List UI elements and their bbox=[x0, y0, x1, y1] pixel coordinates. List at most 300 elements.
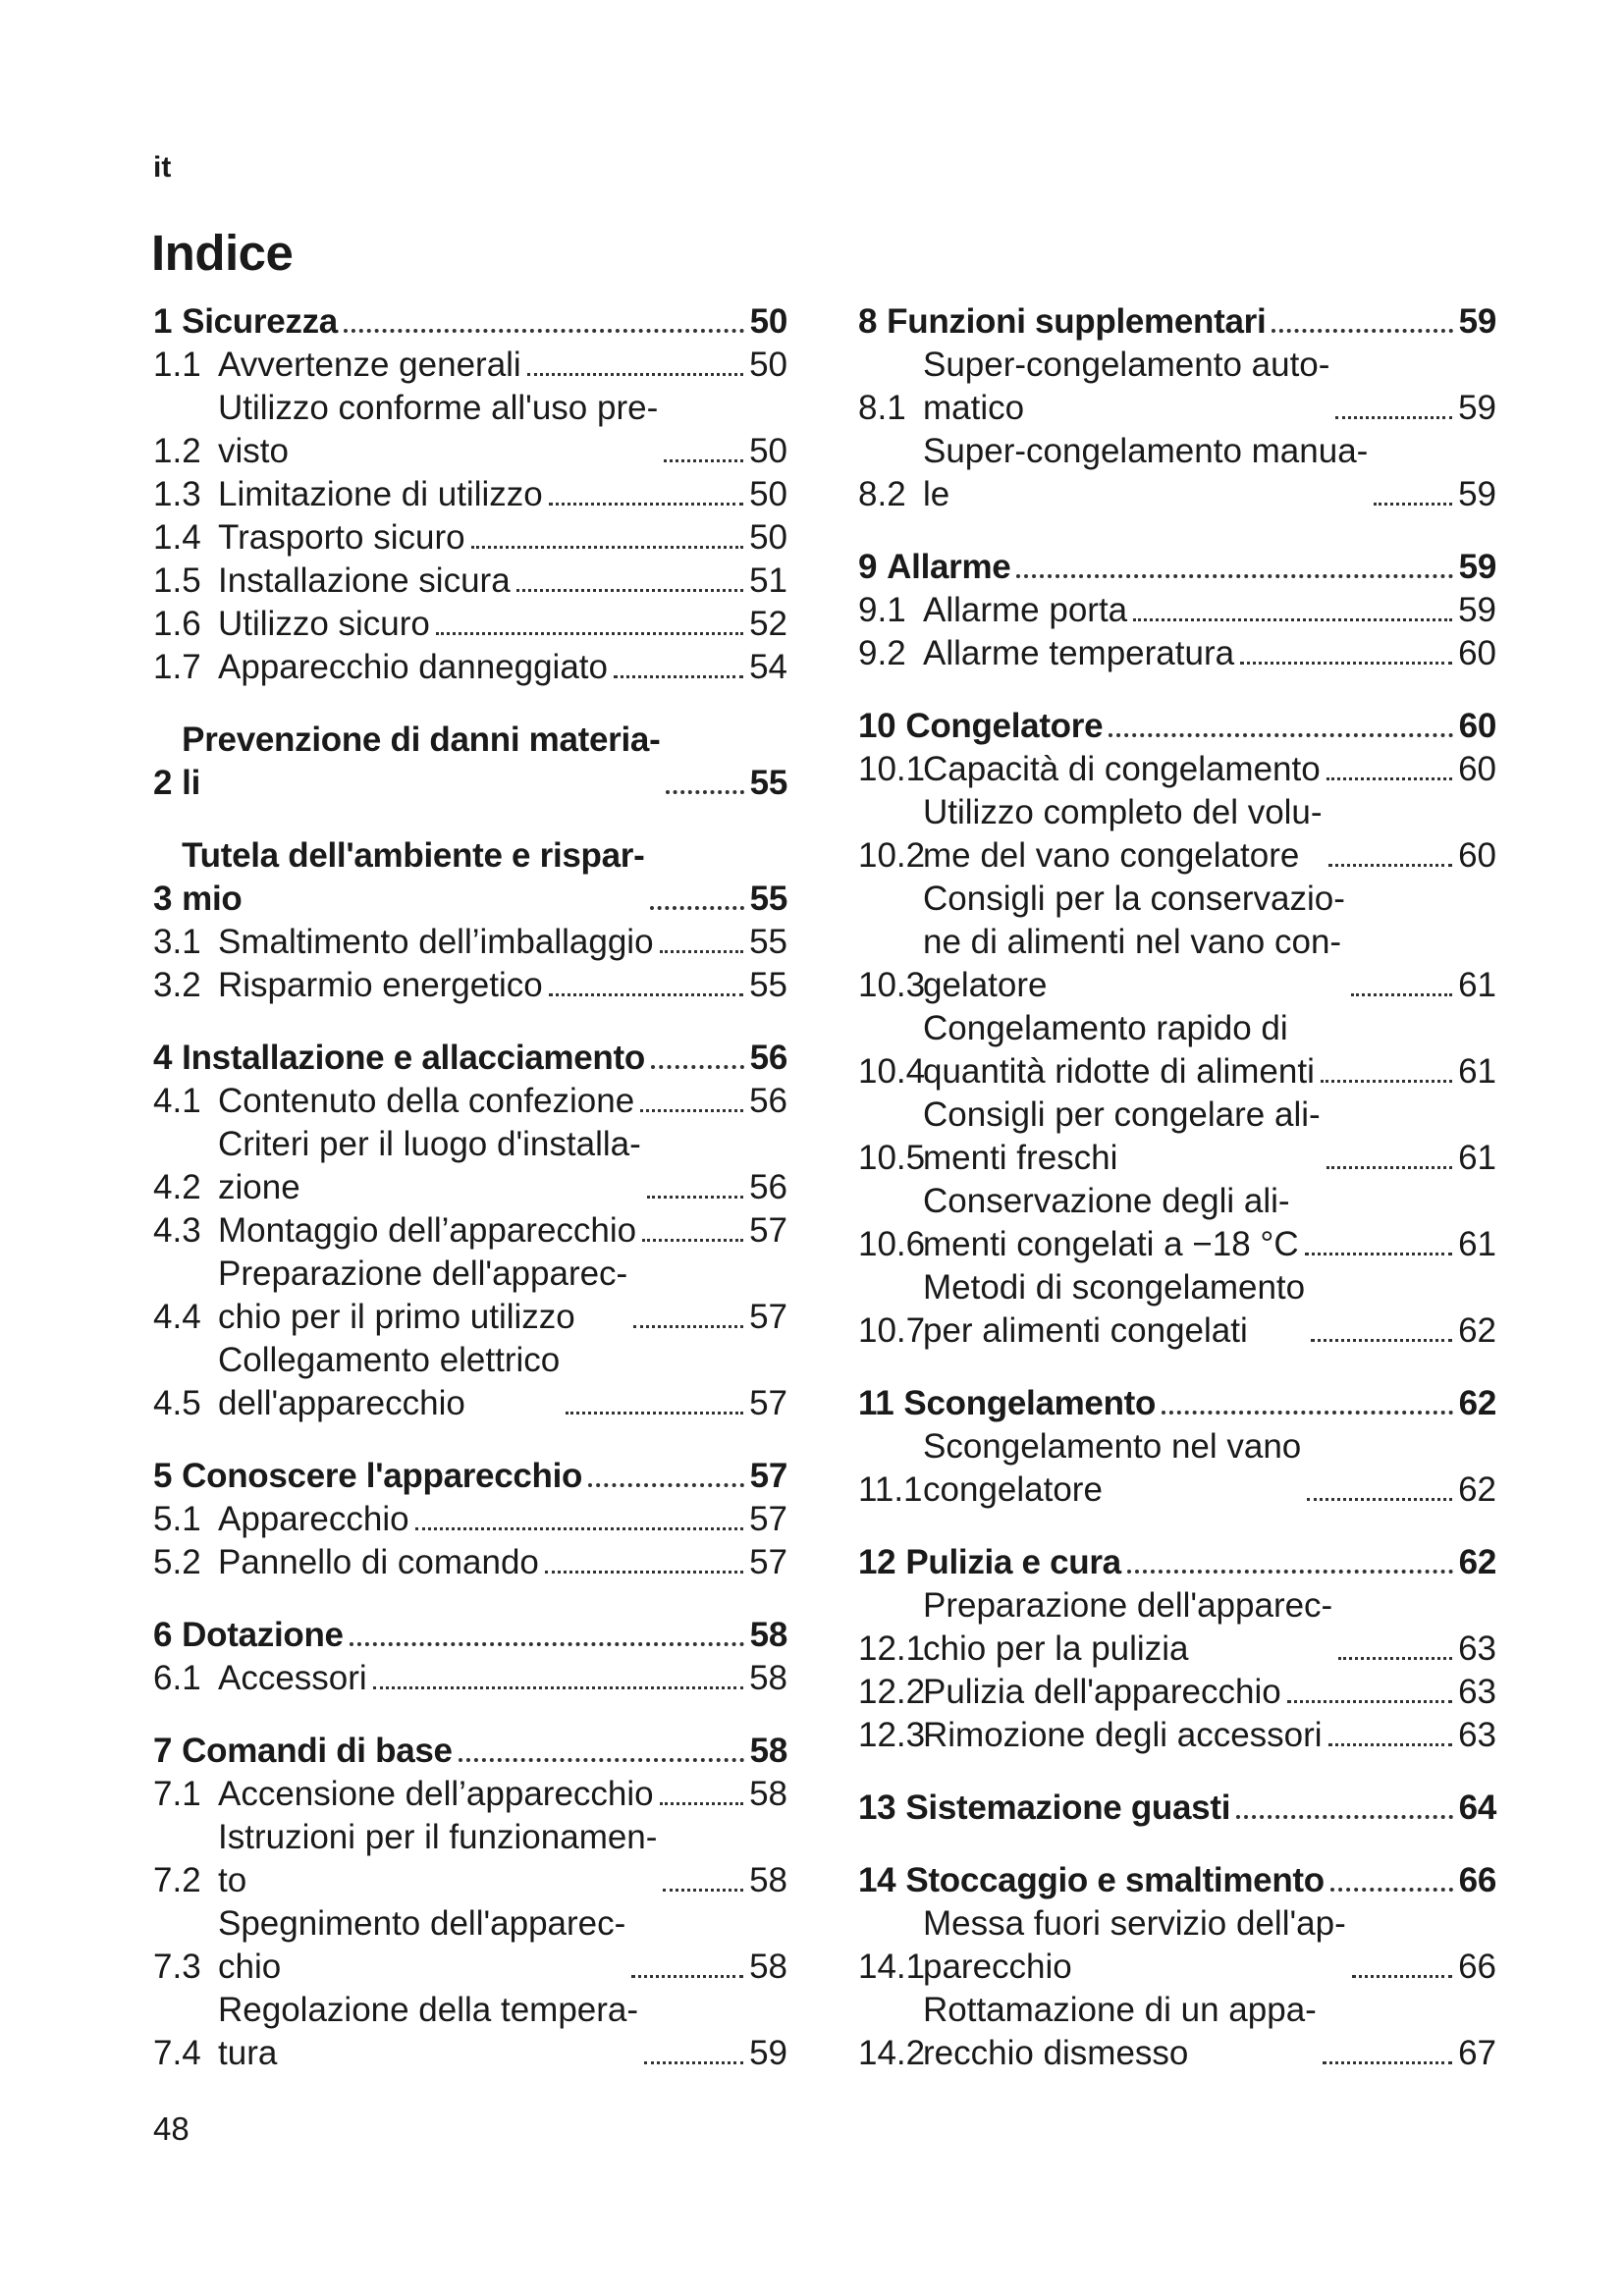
toc-subsection[interactable] bbox=[153, 1989, 787, 2075]
toc-subsection[interactable] bbox=[153, 1902, 787, 1989]
toc-entry-body bbox=[182, 719, 787, 805]
toc-page-number: 58 bbox=[749, 1616, 787, 1654]
toc-entry-body bbox=[923, 1902, 1496, 1989]
toc-section bbox=[858, 1382, 1496, 1512]
toc-entry-body bbox=[923, 878, 1496, 1007]
dot-leader bbox=[1338, 1657, 1452, 1660]
toc-title bbox=[923, 1584, 1332, 1671]
toc-number: 7.2 bbox=[153, 1861, 201, 1899]
toc-entry-body bbox=[923, 1425, 1496, 1512]
toc-subsection[interactable] bbox=[153, 1541, 787, 1584]
toc-title bbox=[903, 1382, 1156, 1425]
toc-number: 14.1 bbox=[858, 1948, 926, 1986]
toc-title bbox=[923, 1671, 1281, 1714]
toc-page-number: 63 bbox=[1458, 1629, 1496, 1668]
toc-number: 4.3 bbox=[153, 1211, 201, 1250]
toc-section bbox=[153, 834, 787, 1007]
toc-title-line: Regolazione della tempera- bbox=[218, 1991, 639, 2029]
toc-entry-body bbox=[218, 1209, 787, 1253]
toc-subsection[interactable] bbox=[858, 632, 1496, 675]
toc-subsection[interactable] bbox=[858, 344, 1496, 430]
toc-number: 10.3 bbox=[858, 966, 926, 1004]
dot-leader bbox=[647, 1196, 743, 1199]
toc-title-line: gelatore bbox=[923, 966, 1048, 1004]
toc-subsection[interactable] bbox=[153, 1339, 787, 1425]
toc-subsection[interactable] bbox=[153, 1253, 787, 1339]
toc-title-line: Conservazione degli ali- bbox=[923, 1182, 1290, 1220]
toc-number: 1.3 bbox=[153, 475, 201, 513]
toc-number: 7.4 bbox=[153, 2034, 201, 2072]
toc-subsection[interactable] bbox=[858, 1902, 1496, 1989]
toc-entry-body bbox=[218, 1816, 787, 1902]
toc-title-line: dell'apparecchio bbox=[218, 1384, 465, 1422]
toc-title bbox=[182, 300, 338, 344]
toc-page-number: 57 bbox=[749, 1211, 787, 1250]
toc-subsection[interactable] bbox=[153, 344, 787, 387]
toc-section bbox=[153, 1037, 787, 1425]
toc-section bbox=[153, 1614, 787, 1700]
toc-title-line: menti freschi bbox=[923, 1139, 1118, 1177]
toc-title-line: Installazione e allacciamento bbox=[182, 1039, 645, 1077]
toc-title bbox=[218, 344, 521, 387]
toc-title-line: quantità ridotte di alimenti bbox=[923, 1052, 1315, 1091]
dot-leader bbox=[545, 1571, 743, 1574]
toc-chapter[interactable] bbox=[153, 1455, 787, 1498]
toc-title-line: Utilizzo conforme all'uso pre- bbox=[218, 389, 659, 427]
toc-chapter[interactable] bbox=[153, 1614, 787, 1657]
toc-page-number: 63 bbox=[1458, 1673, 1496, 1711]
toc-title-line: Dotazione bbox=[182, 1616, 344, 1654]
toc-page-number: 60 bbox=[1458, 634, 1496, 672]
toc-subsection[interactable] bbox=[858, 1094, 1496, 1180]
dot-leader bbox=[1326, 777, 1452, 780]
toc-entry-body bbox=[218, 964, 787, 1007]
toc-chapter[interactable] bbox=[153, 719, 787, 805]
toc-number: 4.1 bbox=[153, 1082, 201, 1120]
toc-title-line: Super-congelamento auto- bbox=[923, 346, 1330, 384]
toc-chapter[interactable] bbox=[858, 1859, 1496, 1902]
toc-entry-body bbox=[923, 1007, 1496, 1094]
dot-leader bbox=[1326, 1166, 1452, 1169]
toc-entry-body bbox=[218, 1902, 787, 1989]
page-title: Indice bbox=[151, 225, 294, 281]
toc-title bbox=[923, 632, 1234, 675]
toc-title bbox=[182, 1614, 344, 1657]
dot-leader bbox=[1016, 574, 1452, 578]
toc-entry-body bbox=[905, 705, 1496, 748]
toc-page-number: 59 bbox=[1458, 475, 1496, 513]
toc-number: 4.4 bbox=[153, 1298, 201, 1336]
toc-title-line: Super-congelamento manua- bbox=[923, 432, 1369, 470]
toc-number: 10.5 bbox=[858, 1139, 926, 1177]
toc-number: 5.2 bbox=[153, 1543, 201, 1581]
toc-title-line: Allarme porta bbox=[923, 591, 1128, 629]
toc-subsection[interactable] bbox=[858, 1180, 1496, 1266]
toc-title bbox=[923, 878, 1345, 1007]
toc-entry-body bbox=[923, 344, 1496, 430]
toc-subsection[interactable] bbox=[153, 473, 787, 516]
toc-subsection[interactable] bbox=[153, 516, 787, 560]
toc-entry-body bbox=[923, 1989, 1496, 2075]
toc-entry-body bbox=[923, 632, 1496, 675]
toc-section bbox=[858, 1541, 1496, 1757]
toc-page-number: 57 bbox=[749, 1500, 787, 1538]
toc-page-number: 66 bbox=[1458, 1948, 1496, 1986]
dot-leader bbox=[1109, 733, 1452, 737]
toc-title bbox=[218, 1339, 560, 1425]
dot-leader bbox=[436, 632, 743, 635]
toc-title-line: Avvertenze generali bbox=[218, 346, 521, 384]
toc-title bbox=[218, 1209, 636, 1253]
toc-page-number: 58 bbox=[749, 1861, 787, 1899]
toc-page-number: 55 bbox=[749, 764, 787, 802]
toc-chapter[interactable] bbox=[858, 1541, 1496, 1584]
toc-page-number: 61 bbox=[1458, 1139, 1496, 1177]
toc-page-number: 57 bbox=[749, 1543, 787, 1581]
toc-page-number: 50 bbox=[749, 518, 787, 557]
toc-number: 1.1 bbox=[153, 346, 201, 384]
toc-title bbox=[923, 791, 1323, 878]
dot-leader bbox=[516, 589, 743, 592]
toc-number: 4 bbox=[153, 1039, 173, 1077]
toc-subsection[interactable] bbox=[858, 878, 1496, 1007]
toc-title bbox=[887, 546, 1010, 589]
toc-subsection[interactable] bbox=[153, 1816, 787, 1902]
toc-number: 9 bbox=[858, 548, 878, 586]
toc-number: 14.2 bbox=[858, 2034, 926, 2072]
dot-leader bbox=[614, 675, 743, 678]
toc-title bbox=[218, 560, 511, 603]
toc-title bbox=[923, 589, 1127, 632]
dot-leader bbox=[415, 1527, 743, 1530]
toc-entry-body bbox=[218, 1541, 787, 1584]
toc-title-line: Contenuto della confezione bbox=[218, 1082, 635, 1120]
toc-entry-body bbox=[218, 516, 787, 560]
toc-entry-body bbox=[182, 1455, 787, 1498]
toc-chapter[interactable] bbox=[153, 834, 787, 921]
toc-column-left bbox=[153, 300, 787, 2105]
toc-subsection[interactable] bbox=[153, 1209, 787, 1253]
toc-number: 1.4 bbox=[153, 518, 201, 557]
toc-title-line: Trasporto sicuro bbox=[218, 518, 465, 557]
toc-entry-body bbox=[182, 834, 787, 921]
toc-section bbox=[153, 1455, 787, 1584]
toc-subsection[interactable] bbox=[153, 964, 787, 1007]
toc-title-line: Scongelamento bbox=[903, 1384, 1157, 1422]
dot-leader bbox=[1305, 1253, 1452, 1255]
toc-subsection[interactable] bbox=[153, 646, 787, 689]
toc-entry-body bbox=[887, 546, 1496, 589]
toc-subsection[interactable] bbox=[858, 430, 1496, 516]
toc-title-line: Consigli per congelare ali- bbox=[923, 1095, 1321, 1134]
toc-page-number: 63 bbox=[1458, 1716, 1496, 1754]
toc-number: 3.1 bbox=[153, 923, 201, 961]
dot-leader bbox=[644, 2061, 743, 2064]
toc-title-line: Criteri per il luogo d'installa- bbox=[218, 1125, 641, 1163]
dot-leader bbox=[642, 1239, 743, 1242]
toc-title-line: Pulizia e cura bbox=[905, 1543, 1121, 1581]
toc-title-line: li bbox=[182, 764, 201, 802]
toc-number: 7.3 bbox=[153, 1948, 201, 1986]
toc-number: 4.5 bbox=[153, 1384, 201, 1422]
toc-number: 10.7 bbox=[858, 1311, 926, 1350]
toc-number: 5 bbox=[153, 1457, 173, 1495]
toc-number: 5.1 bbox=[153, 1500, 201, 1538]
dot-leader bbox=[651, 1065, 744, 1069]
toc-page-number: 52 bbox=[749, 605, 787, 643]
dot-leader bbox=[1240, 662, 1452, 665]
toc-subsection[interactable] bbox=[858, 589, 1496, 632]
toc-title-line: Apparecchio bbox=[218, 1500, 409, 1538]
toc-chapter[interactable] bbox=[858, 300, 1496, 344]
toc-title-line: congelatore bbox=[923, 1470, 1103, 1509]
toc-chapter[interactable] bbox=[858, 1787, 1496, 1830]
toc-title-line: Limitazione di utilizzo bbox=[218, 475, 543, 513]
toc-number: 12.1 bbox=[858, 1629, 926, 1668]
toc-page-number: 60 bbox=[1458, 707, 1496, 745]
toc-title bbox=[218, 1123, 641, 1209]
toc-chapter[interactable] bbox=[858, 1382, 1496, 1425]
toc-title bbox=[905, 1541, 1121, 1584]
toc-chapter[interactable] bbox=[153, 1037, 787, 1080]
toc-title bbox=[218, 1816, 657, 1902]
toc-entry-body bbox=[923, 589, 1496, 632]
toc-section bbox=[858, 546, 1496, 675]
toc-number: 1 bbox=[153, 302, 173, 341]
toc-page-number: 57 bbox=[749, 1384, 787, 1422]
toc-entry-body bbox=[218, 1498, 787, 1541]
dot-leader bbox=[566, 1412, 743, 1415]
toc-number: 6.1 bbox=[153, 1659, 201, 1697]
toc-page-number: 62 bbox=[1458, 1384, 1496, 1422]
toc-title-line: Installazione sicura bbox=[218, 561, 511, 600]
toc-subsection[interactable] bbox=[858, 748, 1496, 791]
toc-subsection[interactable] bbox=[858, 1714, 1496, 1757]
dot-leader bbox=[588, 1483, 744, 1487]
toc-number: 1.2 bbox=[153, 432, 201, 470]
toc-title bbox=[218, 1989, 638, 2075]
toc-section bbox=[153, 719, 787, 805]
toc-entry-body bbox=[923, 791, 1496, 878]
toc-entry-body bbox=[182, 1037, 787, 1080]
toc-title-line: Funzioni supplementari bbox=[887, 302, 1267, 341]
toc-entry-body bbox=[218, 1989, 787, 2075]
toc-number: 10.2 bbox=[858, 836, 926, 875]
toc-page-number: 59 bbox=[1458, 548, 1496, 586]
toc-section bbox=[858, 1859, 1496, 2075]
toc-title-line: Istruzioni per il funzionamen- bbox=[218, 1818, 658, 1856]
toc-section bbox=[153, 300, 787, 689]
toc-subsection[interactable] bbox=[153, 603, 787, 646]
dot-leader bbox=[663, 1889, 743, 1892]
toc-entry-body bbox=[218, 1253, 787, 1339]
toc-entry-body bbox=[218, 603, 787, 646]
toc-title-line: Accensione dell’apparecchio bbox=[218, 1775, 654, 1813]
toc-subsection[interactable] bbox=[153, 1080, 787, 1123]
toc-title bbox=[923, 1902, 1346, 1989]
toc-title-line: Allarme temperatura bbox=[923, 634, 1235, 672]
toc-entry-body bbox=[218, 1339, 787, 1425]
toc-entry-body bbox=[218, 646, 787, 689]
toc-title-line: Sicurezza bbox=[182, 302, 338, 341]
toc-page-number: 67 bbox=[1458, 2034, 1496, 2072]
toc-number: 3.2 bbox=[153, 966, 201, 1004]
toc-entry-body bbox=[182, 300, 787, 344]
toc-title bbox=[182, 1037, 645, 1080]
toc-title bbox=[218, 603, 430, 646]
toc-title bbox=[923, 1180, 1299, 1266]
toc-chapter[interactable] bbox=[858, 705, 1496, 748]
toc-title-line: Preparazione dell'apparec- bbox=[923, 1586, 1333, 1625]
dot-leader bbox=[650, 906, 743, 910]
toc-number: 13 bbox=[858, 1789, 896, 1827]
dot-leader bbox=[1311, 1339, 1452, 1342]
toc-title-line: Preparazione dell'apparec- bbox=[218, 1255, 628, 1293]
toc-title bbox=[218, 646, 608, 689]
toc-title bbox=[182, 1730, 453, 1773]
toc-number: 2 bbox=[153, 764, 173, 802]
toc-subsection[interactable] bbox=[153, 921, 787, 964]
toc-subsection[interactable] bbox=[858, 1266, 1496, 1353]
toc-subsection[interactable] bbox=[858, 1007, 1496, 1094]
toc-page-number: 51 bbox=[749, 561, 787, 600]
toc-number: 1.5 bbox=[153, 561, 201, 600]
toc-title-line: to bbox=[218, 1861, 247, 1899]
dot-leader bbox=[1328, 864, 1453, 867]
toc-title bbox=[923, 1714, 1323, 1757]
toc-number: 10.6 bbox=[858, 1225, 926, 1263]
dot-leader bbox=[660, 950, 744, 953]
toc-page-number: 58 bbox=[749, 1659, 787, 1697]
toc-page-number: 56 bbox=[749, 1082, 787, 1120]
toc-number: 7.1 bbox=[153, 1775, 201, 1813]
toc-title-line: chio per la pulizia bbox=[923, 1629, 1189, 1668]
toc-title bbox=[182, 1455, 582, 1498]
toc-page-number: 55 bbox=[749, 923, 787, 961]
toc-title-line: mio bbox=[182, 880, 243, 918]
toc-subsection[interactable] bbox=[153, 560, 787, 603]
toc-number: 10 bbox=[858, 707, 896, 745]
toc-subsection[interactable] bbox=[153, 1773, 787, 1816]
dot-leader bbox=[344, 329, 744, 333]
toc-chapter[interactable] bbox=[153, 300, 787, 344]
dot-leader bbox=[664, 459, 743, 462]
toc-number: 9.1 bbox=[858, 591, 906, 629]
dot-leader bbox=[373, 1686, 743, 1689]
toc-title bbox=[218, 1657, 367, 1700]
dot-leader bbox=[1133, 618, 1452, 621]
toc-number: 8 bbox=[858, 302, 878, 341]
toc-page-number: 56 bbox=[749, 1168, 787, 1206]
toc-title bbox=[218, 964, 543, 1007]
toc-number: 14 bbox=[858, 1861, 896, 1899]
toc-title-line: Utilizzo sicuro bbox=[218, 605, 430, 643]
toc-page-number: 62 bbox=[1458, 1543, 1496, 1581]
toc-title bbox=[905, 1787, 1230, 1830]
toc-subsection[interactable] bbox=[858, 1671, 1496, 1714]
toc-page-number: 62 bbox=[1458, 1311, 1496, 1350]
toc-subsection[interactable] bbox=[153, 1498, 787, 1541]
toc-subsection[interactable] bbox=[153, 1123, 787, 1209]
toc-subsection[interactable] bbox=[858, 1989, 1496, 2075]
dot-leader bbox=[1321, 1080, 1452, 1083]
toc-title-line: Stoccaggio e smaltimento bbox=[905, 1861, 1325, 1899]
dot-leader bbox=[1127, 1570, 1453, 1574]
toc-title-line: Consigli per la conservazio- bbox=[923, 880, 1345, 918]
dot-leader bbox=[471, 546, 744, 549]
toc-chapter[interactable] bbox=[858, 546, 1496, 589]
toc-entry-body bbox=[182, 1730, 787, 1773]
dot-leader bbox=[459, 1758, 744, 1762]
toc-title bbox=[923, 1989, 1317, 2075]
toc-title-line: per alimenti congelati bbox=[923, 1311, 1248, 1350]
dot-leader bbox=[1351, 993, 1452, 996]
toc-page-number: 50 bbox=[749, 302, 787, 341]
toc-title bbox=[887, 300, 1266, 344]
toc-title-line: menti congelati a −18 °C bbox=[923, 1225, 1299, 1263]
toc-title-line: Pulizia dell'apparecchio bbox=[923, 1673, 1281, 1711]
toc-entry-body bbox=[905, 1859, 1496, 1902]
toc-title bbox=[923, 430, 1368, 516]
toc-title-line: zione bbox=[218, 1168, 300, 1206]
dot-leader bbox=[1352, 1975, 1452, 1978]
toc-column-right bbox=[858, 300, 1496, 2105]
toc-page-number: 59 bbox=[1458, 591, 1496, 629]
toc-title bbox=[923, 344, 1329, 430]
toc-title-line: Accessori bbox=[218, 1659, 367, 1697]
toc-title-line: Apparecchio danneggiato bbox=[218, 648, 608, 686]
toc-number: 8.1 bbox=[858, 389, 906, 427]
toc-title bbox=[182, 719, 660, 805]
toc-page-number: 54 bbox=[749, 648, 787, 686]
language-code: it bbox=[153, 151, 172, 184]
toc-subsection[interactable] bbox=[153, 387, 787, 473]
toc-entry-body bbox=[923, 1266, 1496, 1353]
toc-title-line: Spegnimento dell'apparec- bbox=[218, 1904, 626, 1943]
dot-leader bbox=[1323, 2061, 1452, 2064]
toc-title-line: tura bbox=[218, 2034, 278, 2072]
toc-number: 6 bbox=[153, 1616, 173, 1654]
toc-page-number: 55 bbox=[749, 880, 787, 918]
toc-number: 9.2 bbox=[858, 634, 906, 672]
toc-title-line: Rottamazione di un appa- bbox=[923, 1991, 1317, 2029]
toc-title bbox=[923, 748, 1321, 791]
toc-page-number: 58 bbox=[749, 1732, 787, 1770]
toc-page-number: 58 bbox=[749, 1948, 787, 1986]
toc-subsection[interactable] bbox=[858, 1425, 1496, 1512]
toc-title-line: Utilizzo completo del volu- bbox=[923, 793, 1323, 831]
toc-title-line: le bbox=[923, 475, 950, 513]
toc-chapter[interactable] bbox=[153, 1730, 787, 1773]
toc-entry-body bbox=[218, 387, 787, 473]
toc-title-line: ne di alimenti nel vano con- bbox=[923, 923, 1342, 961]
toc-subsection[interactable] bbox=[858, 1584, 1496, 1671]
toc-number: 7 bbox=[153, 1732, 173, 1770]
dot-leader bbox=[1272, 329, 1452, 333]
toc-title bbox=[218, 1773, 654, 1816]
toc-number: 11.1 bbox=[858, 1470, 923, 1509]
toc-page-number: 56 bbox=[749, 1039, 787, 1077]
toc-page-number: 64 bbox=[1458, 1789, 1496, 1827]
toc-subsection[interactable] bbox=[153, 1657, 787, 1700]
toc-subsection[interactable] bbox=[858, 791, 1496, 878]
dot-leader bbox=[1328, 1743, 1452, 1746]
dot-leader bbox=[527, 373, 743, 376]
toc-title bbox=[218, 387, 658, 473]
dot-leader bbox=[1374, 503, 1452, 506]
toc-title bbox=[923, 1266, 1305, 1353]
dot-leader bbox=[549, 503, 743, 506]
